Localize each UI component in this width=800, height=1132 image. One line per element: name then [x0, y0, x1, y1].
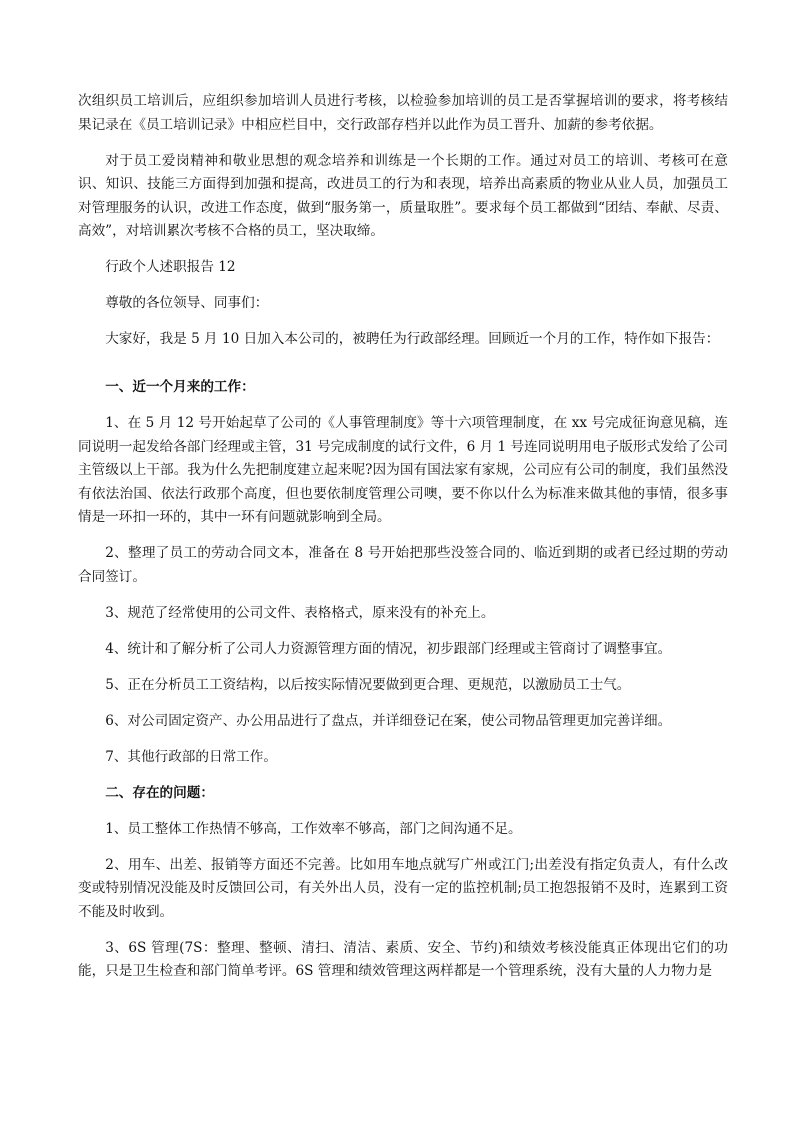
list-item-work-1: 1、在 5 月 12 号开始起草了公司的《人事管理制度》等十六项管理制度，在 xx 号完成征询意见稿，连同说明一起发给各部门经理或主管，31 号完成制度的试行文件，6 月 1 号连同说明用电子版形式发给了公司主管级以上干部。我为什么先把制度建立起来呢?因为国有国法家有家规，公司应有公司的制度，我们虽然没有依法治国、依法行政那个高度，但也要依制度管理公司噢，要不你以什么为标准来做其他的事情，很多事情是一环扣一环的，其中一环有问题就影响到全局。 — [78, 415, 729, 525]
list-item-work-5: 5、正在分析员工工资结构，以后按实际情况要做到更合理、更规范，以激励员工士气。 — [105, 676, 631, 693]
list-item-work-4: 4、统计和了解分析了公司人力资源管理方面的情况，初步跟部门经理或主管商讨了调整事宜。 — [105, 640, 672, 657]
list-item-work-2: 2、整理了员工的劳动合同文本，准备在 8 号开始把那些没签合同的、临近到期的或者已经过期的劳动合同签订。 — [78, 545, 728, 585]
list-item-work-7: 7、其他行政部的日常工作。 — [105, 748, 277, 765]
document-body — [78, 90, 728, 996]
paragraph-introduction: 大家好，我是 5 月 10 日加入本公司的，被聘任为行政部经理。回顾近一个月的工作，特作如下报告： — [105, 331, 720, 347]
paragraph-training-assessment: 次组织员工培训后，应组织参加培训人员进行考核，以检验参加培训的员工是否掌握培训的要求，将考核结果记录在《员工培训记录》中相应栏目中，交行政部存档并以此作为员工晋升、加薪的参考依据。 — [78, 93, 728, 133]
list-item-problem-1: 1、员工整体工作热情不够高，工作效率不够高，部门之间沟通不足。 — [105, 820, 522, 837]
report-title: 行政个人述职报告 12 — [105, 259, 236, 275]
list-item-problem-2: 2、用车、出差、报销等方面还不完善。比如用车地点就写广州或江门;出差没有指定负责人，有什么改变或特别情况没能及时反馈回公司，有关外出人员，没有一定的监控机制;员工抱怨报销不及时，连累到工资不能及时收到。 — [78, 856, 728, 920]
list-item-problem-3: 3、6S 管理(7S：整理、整顿、清扫、清洁、素质、安全、节约)和绩效考核没能真正体现出它们的功能，只是卫生检查和部门简单考评。6S 管理和绩效管理这两样都是一个管理系统，没有大量的人力物力是 — [78, 939, 728, 979]
list-item-work-3: 3、规范了经常使用的公司文件、表格格式，原来没有的补充上。 — [105, 604, 495, 621]
section-spacer — [78, 364, 728, 376]
section-heading-problems: 二、存在的问题： — [105, 784, 214, 801]
paragraph-long-term-training: 对于员工爱岗精神和敬业思想的观念培养和训练是一个长期的工作。通过对员工的培训、考核可在意识、知识、技能三方面得到加强和提高，改进员工的行为和表现，培养出高素质的物业从业人员，加强员工对管理服务的认识，改进工作态度，做到“服务第一，质量取胜”。要求每个员工都做到“团结、奉献、尽责、高效”，对培训累次考核不合格的员工，坚决取缔。 — [78, 152, 728, 239]
salutation: 尊敬的各位领导、同事们： — [105, 295, 269, 311]
section-heading-recent-work: 一、近一个月来的工作： — [105, 379, 255, 395]
list-item-work-6: 6、对公司固定资产、办公用品进行了盘点，并详细登记在案，使公司物品管理更加完善详细。 — [105, 712, 672, 729]
